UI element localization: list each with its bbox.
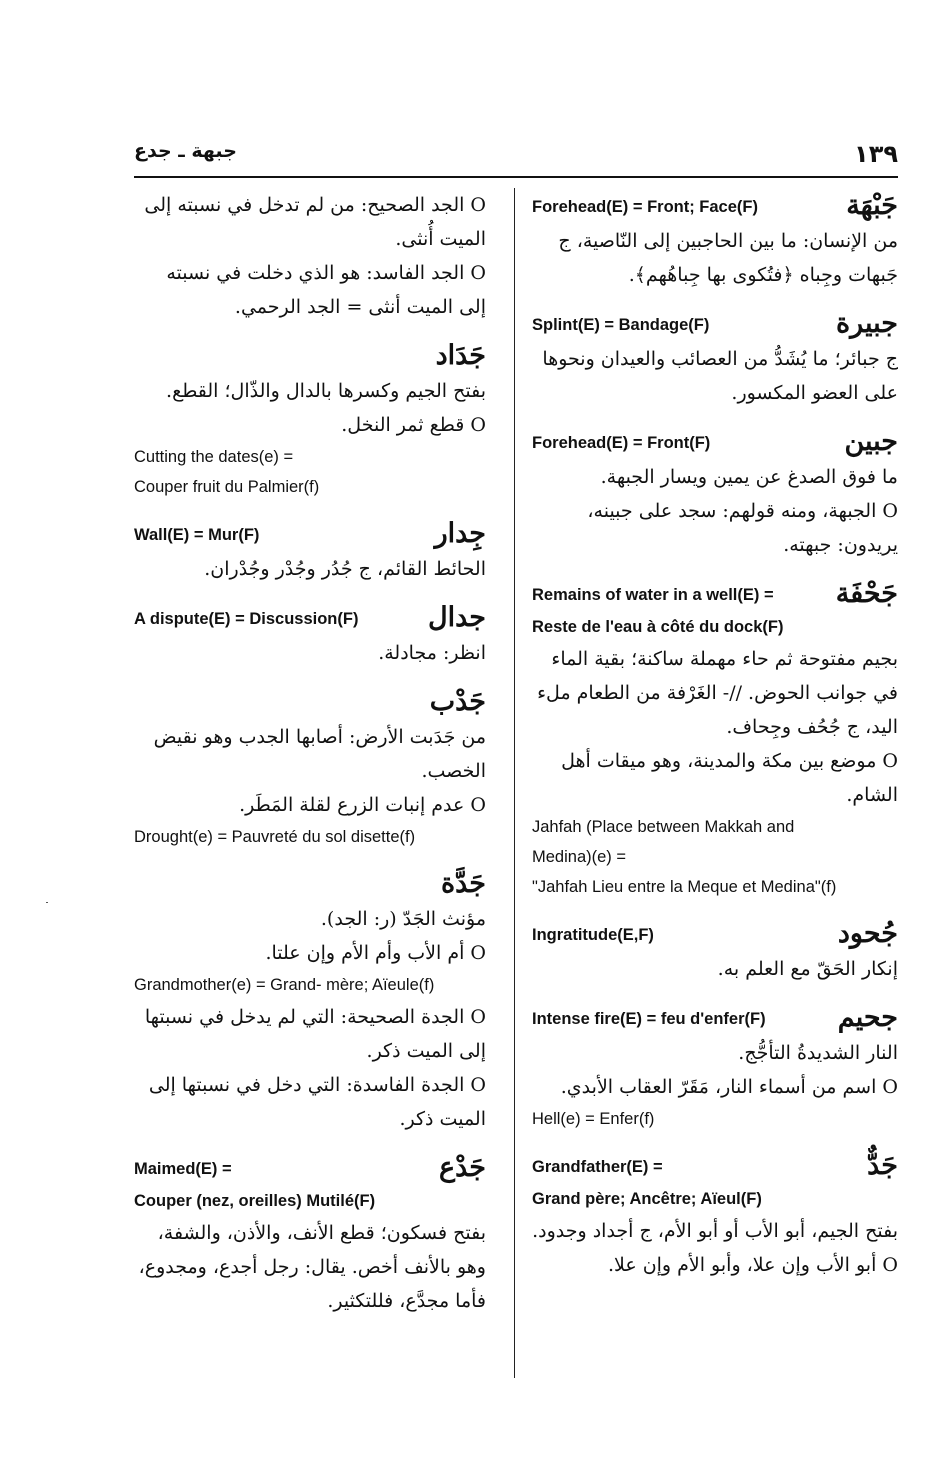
entry-translation-note: Couper fruit du Palmier(f) [134, 478, 320, 496]
entry-definition: O أم الأب وأم الأم وإن علتا. [265, 942, 486, 964]
entry-definition: O موضع بين مكة والمدينة، وهو ميقات أهل الشام. [561, 750, 898, 806]
dictionary-entry [532, 306, 898, 410]
entry-headword: جحيم [837, 1002, 898, 1033]
entry-headword: جِدار [434, 518, 486, 549]
entry-head [134, 600, 486, 636]
entry-headword: جبيرة [835, 308, 898, 339]
entry-translation: Forehead(E) = Front; Face(F) [532, 198, 758, 216]
entry-definition: O الجدة الفاسدة: التي دخل في نسبتها إلى الميت ذكر. [148, 1074, 486, 1130]
entry-head [134, 338, 486, 374]
entry-head [532, 1148, 898, 1184]
entry-translation-note: "Jahfah Lieu entre la Meque et Medina"(f) [532, 878, 837, 896]
dictionary-entry [134, 516, 486, 586]
entry-head [532, 188, 898, 224]
dictionary-entry [134, 188, 486, 324]
page-number: ١٣٩ [854, 140, 898, 168]
entry-translation-note: Cutting the dates(e) = [134, 448, 294, 466]
entry-translation: Intense fire(E) = feu d'enfer(F) [532, 1010, 766, 1028]
entry-definition: مؤنث الجَدّ (ر: الجد). [320, 908, 486, 930]
entry-translation-line2: Grand père; Ancêtre; Aïeul(F) [532, 1190, 762, 1208]
entry-head [134, 866, 486, 902]
entry-headword: جدال [428, 602, 486, 633]
entry-translation: Ingratitude(E,F) [532, 926, 654, 944]
dictionary-entry [532, 576, 898, 902]
entry-definition: انظر: مجادلة. [378, 642, 486, 664]
entry-definition: النار الشديدةُ التأجُّج. [738, 1042, 898, 1064]
left-column [134, 188, 486, 1332]
scan-speck [46, 902, 48, 903]
entry-translation-note: Hell(e) = Enfer(f) [532, 1110, 655, 1128]
page-header [134, 140, 898, 174]
dictionary-entry [532, 916, 898, 986]
entry-translation: A dispute(E) = Discussion(F) [134, 610, 359, 628]
entry-translation-line2: Reste de l'eau à côté du dock(F) [532, 618, 784, 636]
entry-headword: جَحْفَة [835, 578, 898, 609]
entry-definition: O الجد الفاسد: هو الذي دخلت في نسبته إلى الميت أنثى = الجد الرحمي. [166, 262, 486, 318]
entry-translation: Forehead(E) = Front(F) [532, 434, 711, 452]
entry-translation: Wall(E) = Mur(F) [134, 526, 260, 544]
entry-definition: بفتح الجيم، أبو الأب أو أبو الأم، ج أجداد وجدود. [532, 1220, 898, 1242]
entry-definition: O عدم إنبات الزرع لقلة المَطَر. [239, 794, 486, 816]
entry-headword: جبين [844, 426, 898, 457]
entry-definition: إنكار الحَقّ مع العلم به. [717, 958, 898, 980]
entry-definition: من جَدَبت الأرض: أصابها الجدب وهو نقيض الخصب. [153, 726, 486, 782]
entry-definition: O أبو الأب وإن علا، وأبو الأم وإن علا. [607, 1254, 898, 1276]
entry-headword: جَدٌّ [867, 1150, 898, 1181]
entry-head [532, 1000, 898, 1036]
entry-headword: جُحود [837, 918, 898, 949]
dictionary-entry [532, 1148, 898, 1282]
dictionary-entry [532, 424, 898, 562]
entry-translation-note: Grandmother(e) = Grand- mère; Aïeule(f) [134, 976, 435, 994]
entry-definition: O الجدة الصحيحة: التي لم يدخل في نسبتها إلى الميت ذكر. [144, 1006, 486, 1062]
entry-translation-line2: Couper (nez, oreilles) Mutilé(F) [134, 1192, 376, 1210]
column-divider [514, 188, 515, 1378]
dictionary-entry [532, 1000, 898, 1134]
entry-definition: من الإنسان: ما بين الحاجبين إلى النّاصية، ج جَبهات وجِباه ﴿فتُكوى بها جِباهُهم﴾. [558, 230, 898, 286]
entry-head [134, 1150, 486, 1186]
entry-headword: جَدْع [439, 1152, 486, 1183]
entry-head [532, 306, 898, 342]
entry-definition: ج جبائر؛ ما يُشَدُّ من العصائب والعيدان ونحوها على العضو المكسور. [542, 348, 898, 404]
dictionary-entry [134, 600, 486, 670]
entry-translation: Splint(E) = Bandage(F) [532, 316, 710, 334]
entry-definition: O الجد الصحيح: من لم تدخل في نسبته إلى الميت أُنثى. [144, 194, 486, 250]
entry-headword: جَدَّة [440, 868, 486, 899]
entry-translation-note: Drought(e) = Pauvreté du sol disette(f) [134, 828, 416, 846]
entry-definition: الحائط القائم، ج جُدُر وجُدْر وجُدْران. [204, 558, 486, 580]
entry-translation: Remains of water in a well(E) = [532, 586, 774, 604]
entry-definition: ما فوق الصدغ عن يمين ويسار الجبهة. [600, 466, 898, 488]
header-rule [134, 176, 898, 178]
entry-definition: O اسم من أسماء النار، مَقَرّ العقاب الأبدي. [560, 1076, 898, 1098]
dictionary-entry [134, 338, 486, 502]
entry-head [532, 424, 898, 460]
entry-head [134, 516, 486, 552]
entry-definition: O قطع ثمر النخل. [341, 414, 486, 436]
dictionary-entry [134, 684, 486, 852]
entry-head [532, 576, 898, 612]
right-column [532, 188, 898, 1296]
entry-headword: جَدَاد [435, 340, 486, 371]
entry-definition: بجيم مفتوحة ثم حاء مهملة ساكنة؛ بقية الماء في جوانب الحوض. //- الغَرْفة من الطعام ملء اليد، ج جُحُف وجِحاف. [537, 648, 898, 738]
entry-definition: بفتح فسكون؛ قطع الأنف، والأذن، والشفة، وهو بالأنف أخص. يقال: رجل أجدع، ومجدوع، فأما مجدَّع، فللتكثير. [138, 1222, 486, 1312]
dictionary-entry [532, 188, 898, 292]
entry-translation: Maimed(E) = [134, 1160, 232, 1178]
dictionary-entry [134, 866, 486, 1136]
entry-definition: O الجبهة، ومنه قولهم: سجد على جبينه، يريدون: جبهته. [587, 500, 898, 556]
entry-headword: جَدْب [429, 686, 486, 717]
running-head: جبهة ـ جدع [134, 140, 237, 162]
entry-headword: جَبْهَة [846, 190, 898, 221]
entry-translation: Grandfather(E) = [532, 1158, 663, 1176]
entry-head [532, 916, 898, 952]
entry-definition: بفتح الجيم وكسرها بالدال والذّال؛ القطع. [166, 380, 486, 402]
dictionary-entry [134, 1150, 486, 1318]
entry-translation-note: Jahfah (Place between Makkah and [532, 818, 795, 836]
entry-head [134, 684, 486, 720]
entry-translation-note: Medina)(e) = [532, 848, 626, 866]
